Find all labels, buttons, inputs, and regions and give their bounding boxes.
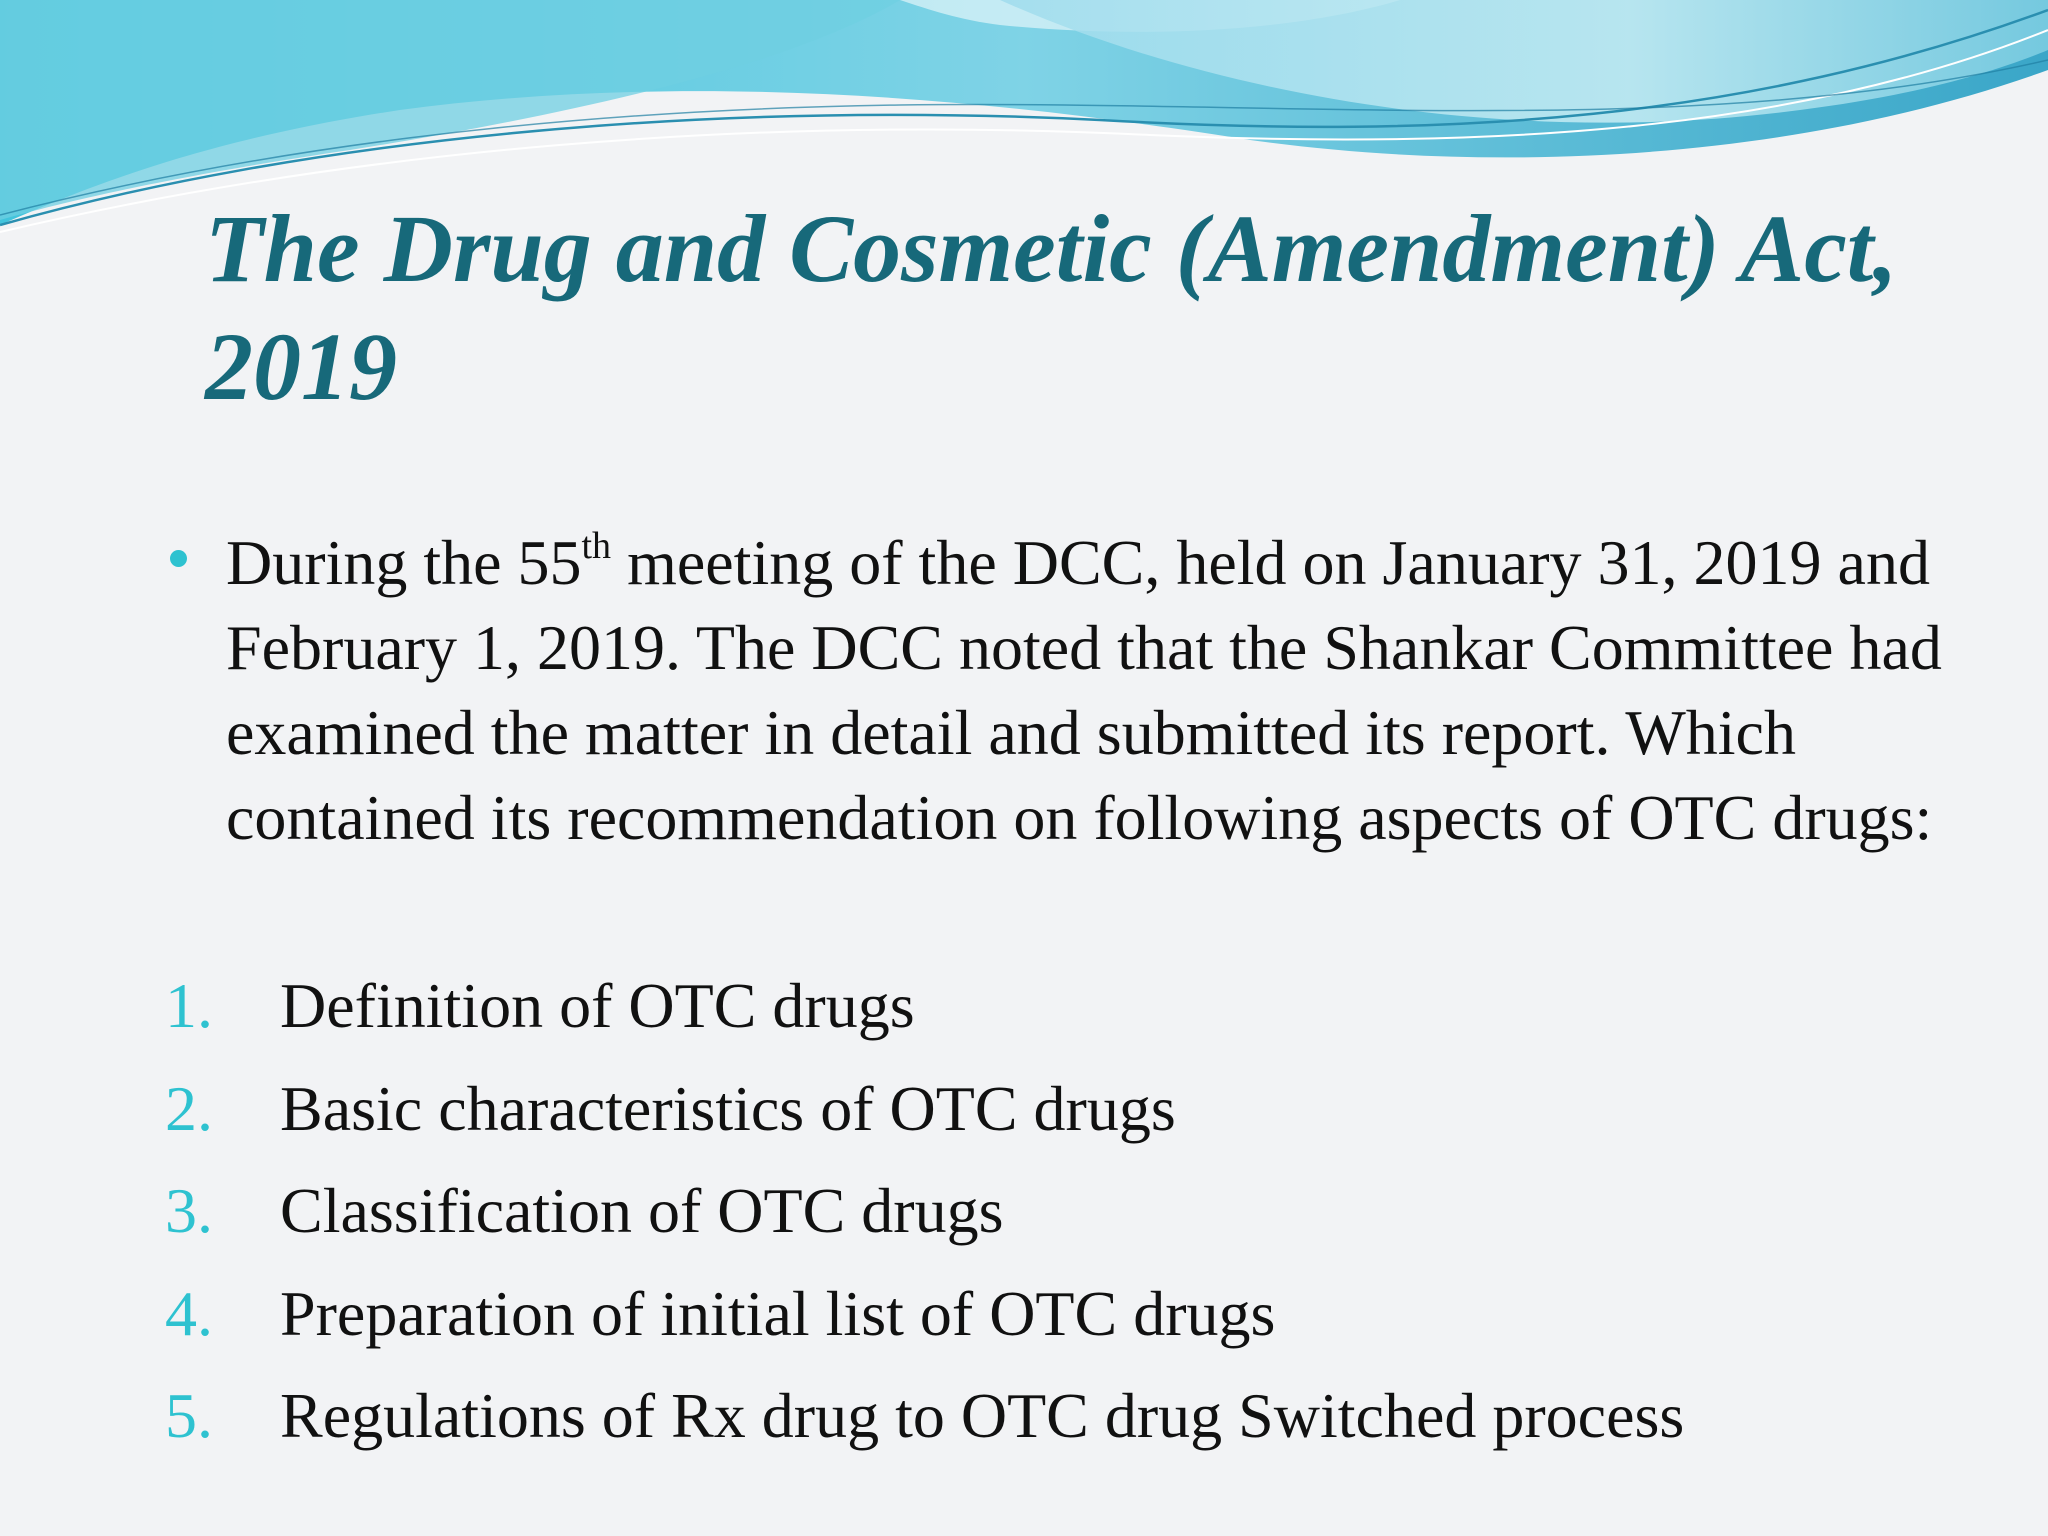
list-item <box>160 1066 2010 1169</box>
list-item-text: Definition of OTC drugs <box>280 970 915 1041</box>
numbered-list <box>160 963 2010 1476</box>
bullet-text <box>226 520 2000 860</box>
list-item <box>160 1373 2010 1476</box>
bullet-text-start: During the 55 <box>226 527 582 598</box>
list-number: 2. <box>165 1072 213 1144</box>
list-item-text: Regulations of Rx drug to OTC drug Switched process <box>280 1380 1685 1451</box>
list-item-text: Basic characteristics of OTC drugs <box>280 1072 1176 1144</box>
list-item-text: Classification of OTC drugs <box>280 1175 1004 1246</box>
list-item <box>160 1168 2010 1271</box>
list-item <box>160 963 2010 1066</box>
bullet-text-rest: meeting of the DCC, held on January 31, 2019 and February 1, 2019. The DCC noted that the Shankar Committee had examined the matter in detail and submitted its report. Which contained its recommendation on following aspects of OTC drugs: <box>226 527 1942 853</box>
list-number: 4. <box>165 1277 213 1349</box>
bullet-dot-icon <box>170 550 187 567</box>
list-item <box>160 1271 2010 1374</box>
list-number: 3. <box>165 1175 213 1246</box>
bullet-paragraph <box>170 520 2000 860</box>
slide-title: The Drug and Cosmetic (Amendment) Act, 2019 <box>205 195 1898 420</box>
list-item-text: Preparation of initial list of OTC drugs <box>280 1277 1276 1349</box>
list-number: 5. <box>165 1380 213 1451</box>
list-number: 1. <box>165 970 213 1041</box>
ordinal-superscript: th <box>581 525 612 567</box>
